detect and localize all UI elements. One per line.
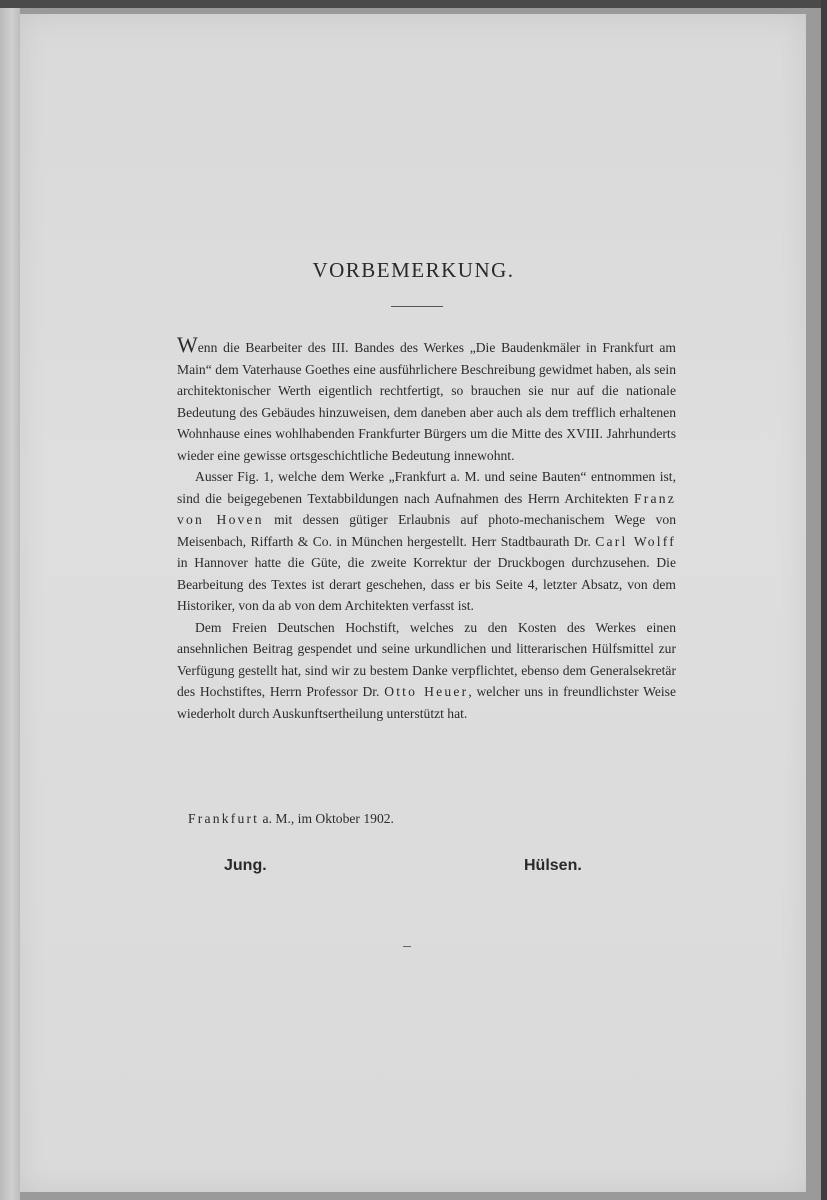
paragraph-3-text-a: Dem Freien Deutschen Hochstift, welches zu den Kosten des Werkes einen ansehnlichen Beitrag gespendet und seine urkundlichen und litterarischen Hülfsmittel zur Verfügung gestellt hat, sind wir zu bestem Danke verpflichtet, ebenso dem Generalsekretär des Hochstiftes, Herrn Professor Dr. <box>177 619 676 699</box>
paragraph-3 <box>177 617 676 725</box>
signature-huelsen: Hülsen. <box>524 857 582 874</box>
place-and-date <box>188 811 394 827</box>
drop-cap: W <box>177 332 198 357</box>
paragraph-1-text: enn die Bearbeiter des III. Bandes des Werkes „Die Baudenkmäler in Frankfurt am Main“ dem Vaterhause Goethes eine ausführlichere Beschreibung gewidmet haben, als sein architektonischer Werth eigentlich rechtfertigt, so brauchen sie nur auf die nationale Bedeutung des Gebäudes hinzuweisen, dem daneben aber auch als dem trefflich erhaltenen Wohnhause eines wohlhabenden Frankfurter Bürgers um die Mitte des XVIII. Jahrhunderts wieder eine gewisse ortsgeschichtliche Bedeutung innewohnt. <box>177 340 676 463</box>
paragraph-2-text-c: in Hannover hatte die Güte, die zweite Korrektur der Druckbogen durchzusehen. Die Bearbeitung des Textes ist derart geschehen, dass er bis Seite 4, letzter Absatz, von dem Historiker, von da ab von dem Architekten verfasst ist. <box>177 555 676 613</box>
paragraph-1 <box>177 332 676 466</box>
stadtbaurath-name: Carl Wolff <box>595 533 676 549</box>
page-mark <box>403 946 411 947</box>
date-text: a. M., im Oktober 1902. <box>259 811 394 826</box>
book-spine-edge <box>0 8 20 1200</box>
right-edge-shadow <box>821 0 827 1200</box>
place-name: Frankfurt <box>188 811 260 826</box>
signature-jung: Jung. <box>224 857 267 874</box>
paragraph-2-text-b: mit dessen gütiger Erlaubnis auf photo-mechanischem Wege von Meisenbach, Riffarth & Co. in München hergestellt. Herr Stadtbaurath Dr. <box>177 512 676 549</box>
preface-body <box>177 332 677 724</box>
page-title: VORBEMERKUNG. <box>312 258 515 282</box>
title-divider <box>391 306 443 307</box>
paragraph-2 <box>177 466 676 617</box>
professor-name: Otto Heuer <box>384 684 469 699</box>
paragraph-2-text-a: Ausser Fig. 1, welche dem Werke „Frankfurt a. M. und seine Bauten“ entnommen ist, sind die beigegebenen Textabbildungen nach Aufnahmen des Herrn Architekten <box>177 469 676 506</box>
paragraph-3-text-b: , welcher uns in freundlichster Weise wiederholt durch Auskunftsertheilung unterstützt hat. <box>177 684 677 721</box>
architect-name: Franz von Hoven <box>177 490 676 527</box>
